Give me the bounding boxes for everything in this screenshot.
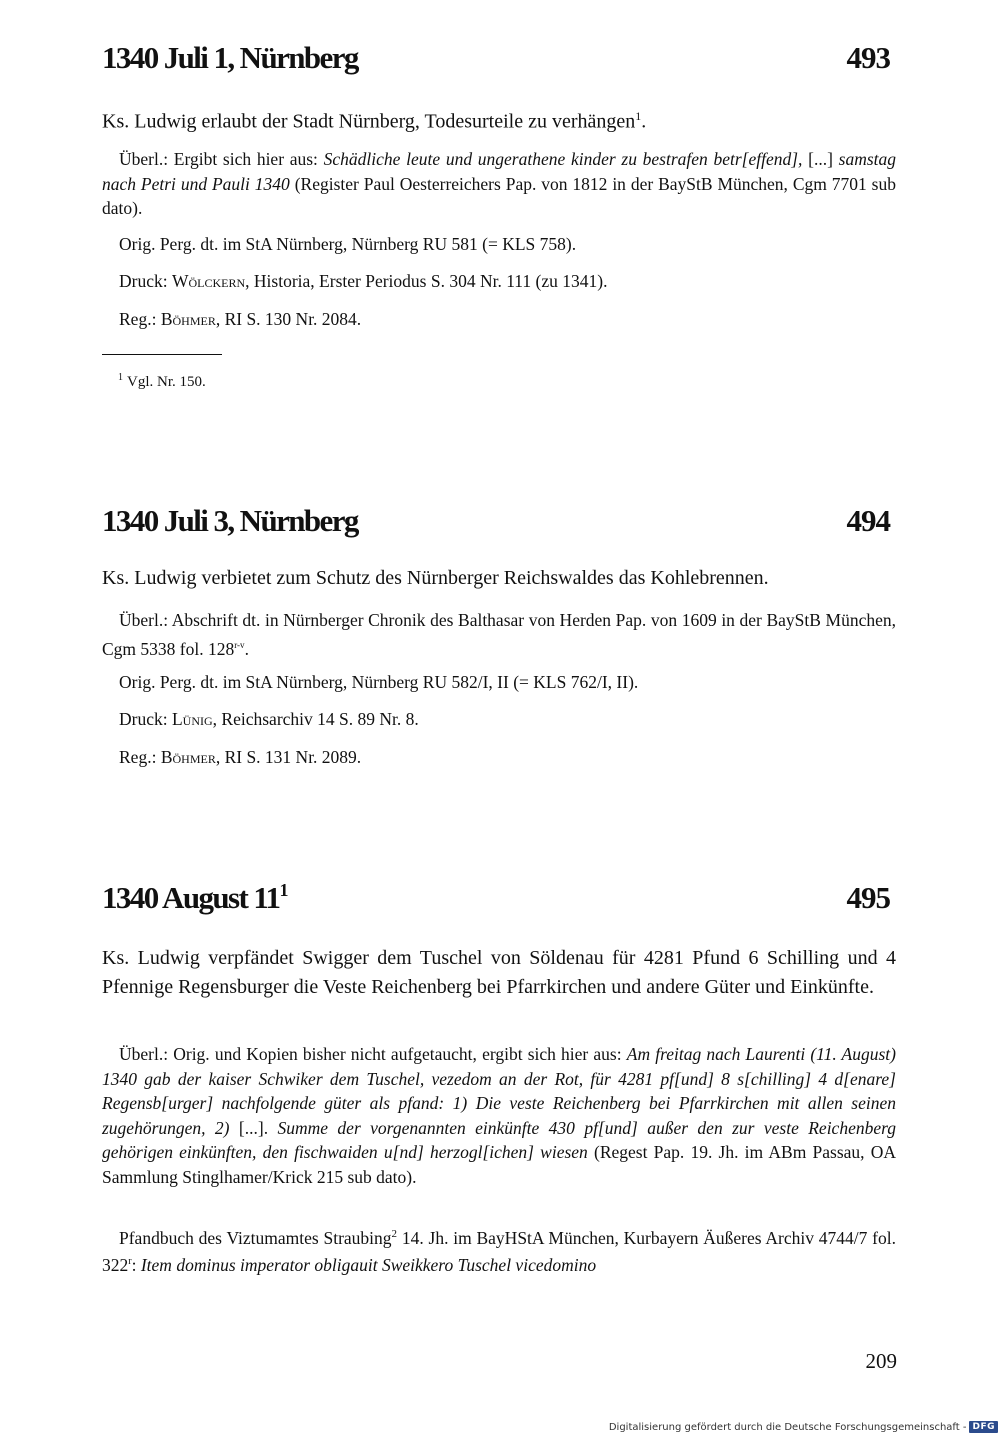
entry-494-regest: Reg.: Böhmer, RI S. 131 Nr. 2089. (119, 747, 362, 767)
entry-number: 494 (846, 503, 890, 538)
entry-494-original: Orig. Perg. dt. im StA Nürnberg, Nürnberg RU 582/I, II (= KLS 762/I, II). (119, 672, 639, 692)
entry-number: 493 (846, 40, 890, 75)
entry-494-summary: Ks. Ludwig verbietet zum Schutz des Nürnberger Reichswaldes das Kohlebrennen. (102, 567, 769, 589)
credit-text: Digitalisierung gefördert durch die Deutsche Forschungsgemeinschaft - (608, 1421, 967, 1433)
entry-heading-text: 1340 Juli 1, Nürnberg (102, 40, 358, 75)
entry-494-ueberlieferung: Überl.: Abschrift dt. in Nürnberger Chronik des Balthasar von Herden Pap. von 1609 in der BayStB München, Cgm 5338 fol. 128$^{r-v}$. (102, 610, 896, 659)
entry-heading-text: 1340 Juli 3, Nürnberg (102, 503, 358, 538)
entry-493-druck: Druck: Wölckern, Historia, Erster Periodus S. 304 Nr. 111 (zu 1341). (119, 271, 608, 291)
entry-493-ueberlieferung: Überl.: Ergibt sich hier aus: Schädliche leute und ungerathene kinder zu bestrafen betr[effend], [...] samstag nach Petri und Pauli 1340 (Register Paul Oesterreichers Pap. von 1812 in der BayStB München, Cgm 7701 sub dato). (102, 149, 897, 218)
footnote-reference[interactable]: 1 (279, 880, 289, 900)
footnote: $^1$ Vgl. Nr. 150. (118, 372, 206, 390)
footnote-mark: 1 (118, 372, 123, 383)
entry-493-heading (102, 40, 890, 76)
digitization-credit (609, 1421, 998, 1433)
entry-493-regest: Reg.: Böhmer, RI S. 130 Nr. 2084. (119, 309, 362, 329)
page-number: 209 (865, 1349, 897, 1373)
entry-494-heading (102, 503, 890, 539)
entry-495-summary: Ks. Ludwig verpfändet Swigger dem Tuschel von Söldenau für 4281 Pfund 6 Schilling und 4 Pfennige Regensburger die Veste Reichenberg bei Pfarrkirchen und andere Güter und Einkünfte. (102, 947, 896, 998)
entry-494-druck: Druck: Lünig, Reichsarchiv 14 S. 89 Nr. 8. (119, 709, 419, 729)
entry-493-original: Orig. Perg. dt. im StA Nürnberg, Nürnberg RU 581 (= KLS 758). (119, 234, 577, 254)
entry-495-ueberlieferung: Überl.: Orig. und Kopien bisher nicht aufgetaucht, ergibt sich hier aus: Am freitag nach Laurenti (11. August) 1340 gab der kaiser Schwiker dem Tuschel, vezedom an der Rot, für 4281 pf[und] 8 s[chilling] 4 d[enare] Regensb[urger] nachfolgende güter als pfand: 1) Die veste Reichenberg bei Pfarrkirchen mit allen seinen zugehörungen, 2) [...]. Summe der vorgenannten einkünfte 430 pf[und] außer den zur veste Reichenberg gehörigen einkünften, den fischwaiden u[nd] herzogl[ichen] wiesen (Regest Pap. 19. Jh. im ABm Passau, OA Sammlung Stinglhamer/Krick 215 sub dato). (102, 1044, 897, 1187)
footnote-divider (102, 354, 222, 355)
dfg-logo-icon[interactable]: DFG (969, 1421, 998, 1433)
entry-number: 495 (846, 880, 890, 915)
footnote-reference[interactable]: 1 (635, 109, 642, 123)
entry-493-summary: Ks. Ludwig erlaubt der Stadt Nürnberg, Todesurteile zu verhängen$^1$. (102, 109, 647, 133)
entry-heading-text: 1340 August $11^1$ (102, 880, 289, 915)
footnote-reference[interactable]: 2 (391, 1228, 398, 1240)
entry-495-heading (102, 880, 890, 916)
entry-495-pfandbuch: Pfandbuch des Viztumamtes Straubing$^2$ 14. Jh. im BayHStA München, Kurbayern Äußeres Archiv 4744/7 fol. 322$^r$: Item dominus imperator obligauit Sweikkero Tuschel vicedomino (102, 1227, 896, 1276)
